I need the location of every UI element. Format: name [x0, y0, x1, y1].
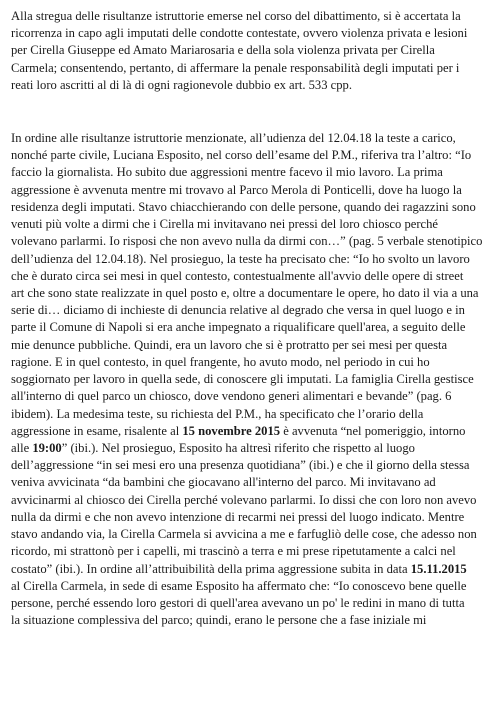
text-line [11, 199, 476, 216]
text-line [11, 354, 461, 371]
text-line [11, 182, 461, 199]
text-line [11, 492, 477, 509]
bold-text-segment: 15.11.2015 [410, 561, 467, 576]
bold-text-segment: 15 novembre 2015 [182, 423, 281, 438]
text-line [11, 578, 467, 595]
text-segment: serie di… diciamo di inchieste di denuncia relative al degrado che versa in quel luogo e in [11, 303, 465, 318]
text-line [11, 251, 470, 268]
text-segment: art che sono state realizzate in quel posto e, oltre a documentare le opere, ho dato il via a una [11, 285, 479, 300]
text-line [11, 388, 461, 405]
text-line [11, 474, 461, 491]
text-segment: la situazione complessiva del parco; quindi, erano le persone che a fase iniziale mi [11, 613, 427, 628]
text-segment: venuti più volte a dirmi che i Cirella mi invitavano nei pressi del loro chiosco perché [11, 217, 439, 232]
text-line [11, 302, 465, 319]
text-segment: persone, perché essendo loro gestori di quell'area avevano un po' le redini in mano di tutta [11, 595, 465, 610]
text-line [11, 285, 479, 302]
text-segment: ibidem). La medesima teste, su richiesta del P.M., ha specificato che l’orario della [11, 406, 424, 421]
text-segment: soggiornato per lavoro in quella sede, di conoscere gli imputati. La famiglia Cirella gestisce [11, 372, 474, 387]
text-segment: ragione. E in quel contesto, in quel frangente, ho avuto modo, nel periodo in cui ho [11, 354, 430, 369]
text-segment: ” (ibi.). Nel prosieguo, Esposito ha altresì riferito che rispetto al luogo [61, 440, 415, 455]
text-segment: veniva avvicinata “da bambini che giocavano all'interno del parco. Mi invitavano ad [11, 475, 436, 490]
text-segment: stavo andando via, la Cirella Carmela si avvicina a me e farfugliò delle cose, che adesso non [11, 527, 477, 542]
text-line [11, 595, 465, 612]
text-segment: costato” (ibi.). In ordine all’attribuibilità della prima aggressione subita in data [11, 561, 411, 576]
text-segment: che è durato circa sei mesi in quel contesto, contestualmente all'avvio delle opere di street [11, 268, 464, 283]
text-segment: ricordo, mi strattonò per i capelli, mi trascinò a terra e mi prese ripetutamente a calci nel [11, 544, 456, 559]
text-line: reati loro ascritti al di là di ogni ragionevole dubbio ex art. 533 cpp. [11, 77, 352, 92]
text-line [11, 440, 461, 457]
text-segment: dell’aggressione “in sei mesi ero una presenza quotidiana” (ibi.) e che il giorno della stessa [11, 458, 470, 473]
text-segment: In ordine alle risultanze istruttorie menzionate, all’udienza del 12.04.18 la teste a carico, [11, 131, 456, 145]
text-line: Carmela; consentendo, pertanto, di affermare la penale responsabilità degli imputati per i [11, 60, 460, 75]
text-line [11, 371, 474, 388]
text-line [11, 216, 461, 233]
text-segment: aggressione è avvenuta mentre mi trovavo al Parco Merola di Ponticelli, dove ha luogo la [11, 182, 462, 197]
text-line [11, 147, 472, 164]
text-line [11, 612, 461, 629]
text-segment: alle [11, 440, 33, 455]
text-line [11, 164, 461, 181]
text-segment: dell’udienza del 12.04.18). Nel prosieguo, la teste ha precisato che: “Io ho svolto un lavoro [11, 251, 470, 266]
text-line [11, 423, 466, 440]
text-segment: nonché parte civile, Luciana Esposito, nel corso dell’esame del P.M., riferiva tra l’altro: “Io [11, 148, 472, 163]
text-segment: faccio la giornalista. Ho subito due aggressioni mentre facevo il mio lavoro. La prima [11, 165, 443, 180]
text-segment: all'interno di quel parco un chiosco, dove vendono generi alimentari e bevande” (pag. 6 [11, 389, 452, 404]
text-line: ricorrenza in capo agli imputati delle condotte contestate, ovvero violenza privata e lesioni [11, 26, 468, 41]
text-segment: mie denunce pubbliche. Quindi, era un lavoro che si è protratto per sei mesi per questa [11, 337, 448, 352]
text-line [11, 268, 464, 285]
text-segment: residenza degli imputati. Stavo chiacchierando con delle persone, quando dei ragazzini sono [11, 199, 476, 214]
text-segment: parte il Comune di Napoli si era anche impegnato a riqualificare quell'area, a seguito delle [11, 320, 466, 335]
text-line [11, 561, 467, 578]
text-line: per Cirella Giuseppe ed Amato Mariarosaria e della sola violenza privata per Cirella [11, 43, 435, 58]
text-segment: aggressione in esame, risalente al [11, 423, 183, 438]
text-line [11, 457, 470, 474]
text-line [11, 319, 466, 336]
text-segment: volevano parlarmi. Io risposi che non avevo nulla da dirmi con…” (pag. 5 verbale stenotipico [11, 234, 482, 249]
text-segment: è avvenuta “nel pomeriggio, intorno [280, 423, 466, 438]
text-line [11, 543, 461, 560]
text-line: Alla stregua delle risultanze istruttorie emerse nel corso del dibattimento, si è accertata la [11, 9, 461, 23]
text-segment: al Cirella Carmela, in sede di esame Esposito ha affermato che: “Io conoscevo bene quelle [11, 578, 467, 593]
bold-text-segment: 19:00 [32, 440, 62, 455]
text-line [11, 337, 461, 354]
text-segment: nulla da dirmi e che non avevo intenzione di recarmi nei pressi del luogo indicato. Mentre [11, 509, 465, 524]
text-line [11, 526, 477, 543]
text-line [11, 130, 461, 147]
text-line [11, 509, 465, 526]
text-line [11, 406, 461, 423]
text-line [11, 233, 482, 250]
text-segment: avvicinarmi al chiosco dei Cirella perché volevano parlarmi. Io dissi che con loro non avevo [11, 492, 477, 507]
